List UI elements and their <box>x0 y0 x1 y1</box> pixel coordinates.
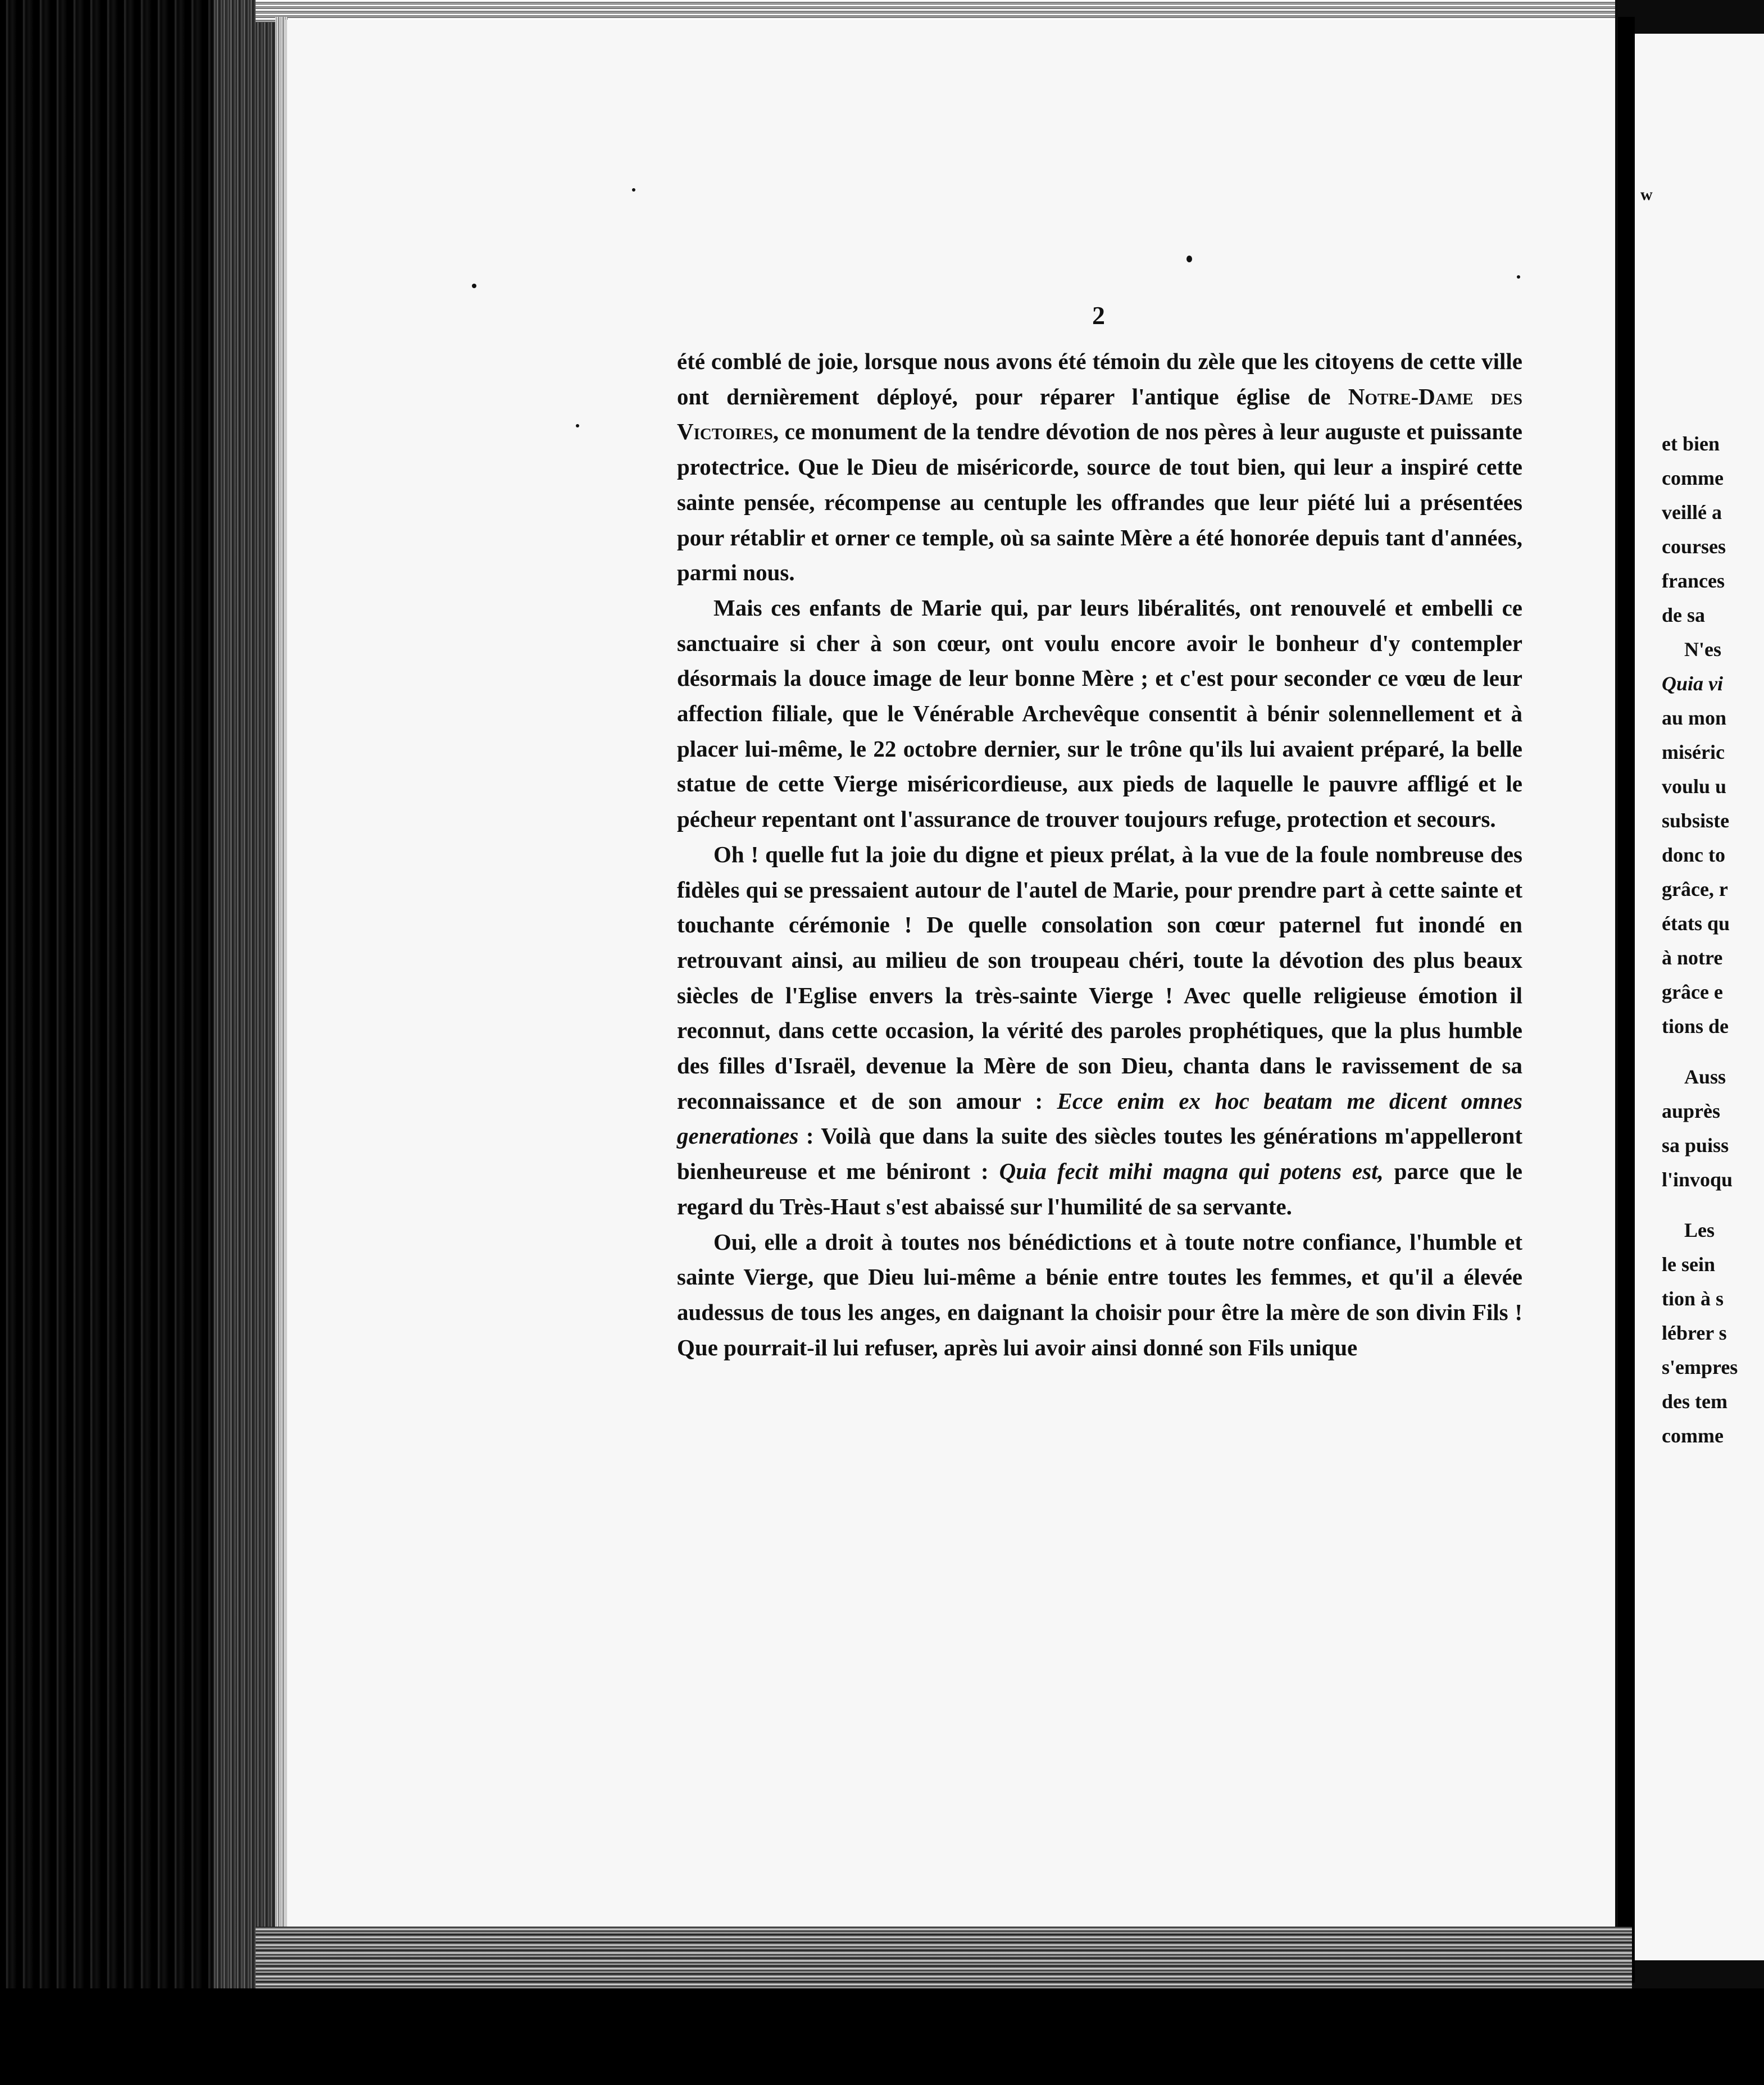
paragraph <box>677 837 1522 1224</box>
next-page-line: comme <box>1662 467 1724 489</box>
next-page-line: l'invoqu <box>1662 1168 1733 1191</box>
ink-speck <box>1186 256 1192 262</box>
next-page-line: sa puiss <box>1662 1134 1729 1157</box>
ink-speck <box>472 284 476 288</box>
page-number: 2 <box>1092 301 1105 330</box>
page-edges-left <box>213 0 275 2085</box>
page-edges-top <box>256 0 1615 22</box>
next-page-line: grâce e <box>1662 981 1723 1003</box>
text-segment: : Voilà que dans la suite des siècles toutes les générations m'appelleront bienheureuse et me béniront : <box>677 1123 1522 1185</box>
text-segment: Ecce enim ex hoc beatam me dicent omnes generationes <box>677 1087 1522 1149</box>
ink-speck <box>632 188 635 192</box>
next-page-line: Auss <box>1684 1066 1726 1088</box>
next-page-line: lébrer s <box>1662 1322 1727 1344</box>
next-page-line: Quia vi <box>1662 672 1724 695</box>
next-page-line: subsiste <box>1662 809 1730 832</box>
body-text <box>677 344 1522 1365</box>
next-page-line: tions de <box>1662 1015 1729 1037</box>
text-segment: parce que le regard du Très-Haut s'est abaissé sur l'humilité de sa servante. <box>677 1158 1523 1219</box>
paragraph <box>677 1224 1522 1365</box>
ink-speck <box>576 424 579 427</box>
next-page-line: tion à s <box>1662 1287 1724 1310</box>
next-page-line: Les <box>1684 1219 1715 1241</box>
next-page-line: courses <box>1662 535 1726 558</box>
next-page-line: grâce, r <box>1662 878 1728 900</box>
paragraph <box>677 590 1522 837</box>
next-page-fragment <box>1635 34 1764 1960</box>
next-page-line: des tem <box>1662 1390 1727 1413</box>
next-page-line: auprès <box>1662 1100 1721 1122</box>
next-page-line: états qu <box>1662 912 1730 935</box>
ink-speck <box>1517 275 1520 279</box>
next-page-line: s'empres <box>1662 1356 1738 1378</box>
text-segment: Oui, elle a droit à toutes nos bénédictions et à toute notre confiance, l'humble et sainte Vierge, que Dieu lui-même a bénie entre toutes les femmes, et qu'il a élevée audessus de tous les anges, en daignant la choisir pour être la mère de son divin Fils ! Que pourrait-il lui refuser, après lui avoir ainsi donné son Fils unique <box>677 1228 1522 1360</box>
next-page-mark: w <box>1640 185 1653 204</box>
text-segment: Mais ces enfants de Marie qui, par leurs libéralités, ont renouvelé et embelli ce sanctuaire si cher à son cœur, ont voulu encore avoir le bonheur d'y contempler désormais la douce image de leur bonne Mère ; et c'est pour seconder ce vœu de leur affection filiale, que le Vénérable Archevêque consentit à bénir solennellement et à placer lui-même, le 22 octobre dernier, sur le trône qu'ils lui avaient préparé, la belle statue de cette Vierge miséricordieuse, aux pieds de laquelle le pauvre affligé et le pécheur repentant ont l'assurance de trouver toujours refuge, protection et secours. <box>677 594 1522 832</box>
text-segment: Oh ! quelle fut la joie du digne et pieux prélat, à la vue de la foule nombreuse des fidèles qui se pressaient autour de l'autel de Marie, pour prendre part à cette sainte et touchante cérémonie ! De quelle consolation son cœur paternel fut inondé en retrouvant ainsi, au milieu de son troupeau chéri, toute la dévotion des plus beaux siècles de l'Eglise envers la très-sainte Vierge ! Avec quelle religieuse émotion il reconnut, dans cette occasion, la vérité des paroles prophétiques, que la plus humble des filles d'Israël, devenue la Mère de son Dieu, chanta dans le ravissement de sa reconnaissance et de son amour : <box>677 841 1522 1114</box>
paragraph <box>677 344 1522 590</box>
text-segment: Notre-Dame des Victoires <box>677 383 1522 445</box>
next-page-line: N'es <box>1684 638 1721 661</box>
next-page-line: à notre <box>1662 946 1723 969</box>
next-page-line: donc to <box>1662 844 1726 866</box>
next-page-line: au mon <box>1662 707 1727 729</box>
next-page-line: miséric <box>1662 741 1725 763</box>
text-segment: été comblé de joie, lorsque nous avons été témoin du zèle que les citoyens de cette ville ont dernièrement déployé, pour réparer l'antique église de <box>677 348 1522 409</box>
next-page-line: et bien <box>1662 433 1720 455</box>
next-page-line: le sein <box>1662 1253 1715 1276</box>
next-page-line: comme <box>1662 1424 1724 1447</box>
next-page-line: voulu u <box>1662 775 1727 798</box>
scanner-background <box>0 1988 1764 2085</box>
next-page-line: frances <box>1662 570 1725 592</box>
next-page-line: de sa <box>1662 604 1706 626</box>
text-segment: , ce monument de la tendre dévotion de nos pères à leur auguste et puissante protectrice. Que le Dieu de miséricorde, source de tout bien, qui leur a inspiré cette sainte pensée, récompense au centuple les offrandes que leur piété lui a présentées pour rétablir et orner ce temple, où sa sainte Mère a été honorée depuis tant d'années, parmi nous. <box>677 418 1522 586</box>
text-segment: Quia fecit mihi magna qui potens est, <box>999 1158 1384 1185</box>
next-page-lines <box>1662 427 1738 1453</box>
book-gutter <box>1618 17 1635 1983</box>
next-page-line: veillé a <box>1662 501 1722 523</box>
